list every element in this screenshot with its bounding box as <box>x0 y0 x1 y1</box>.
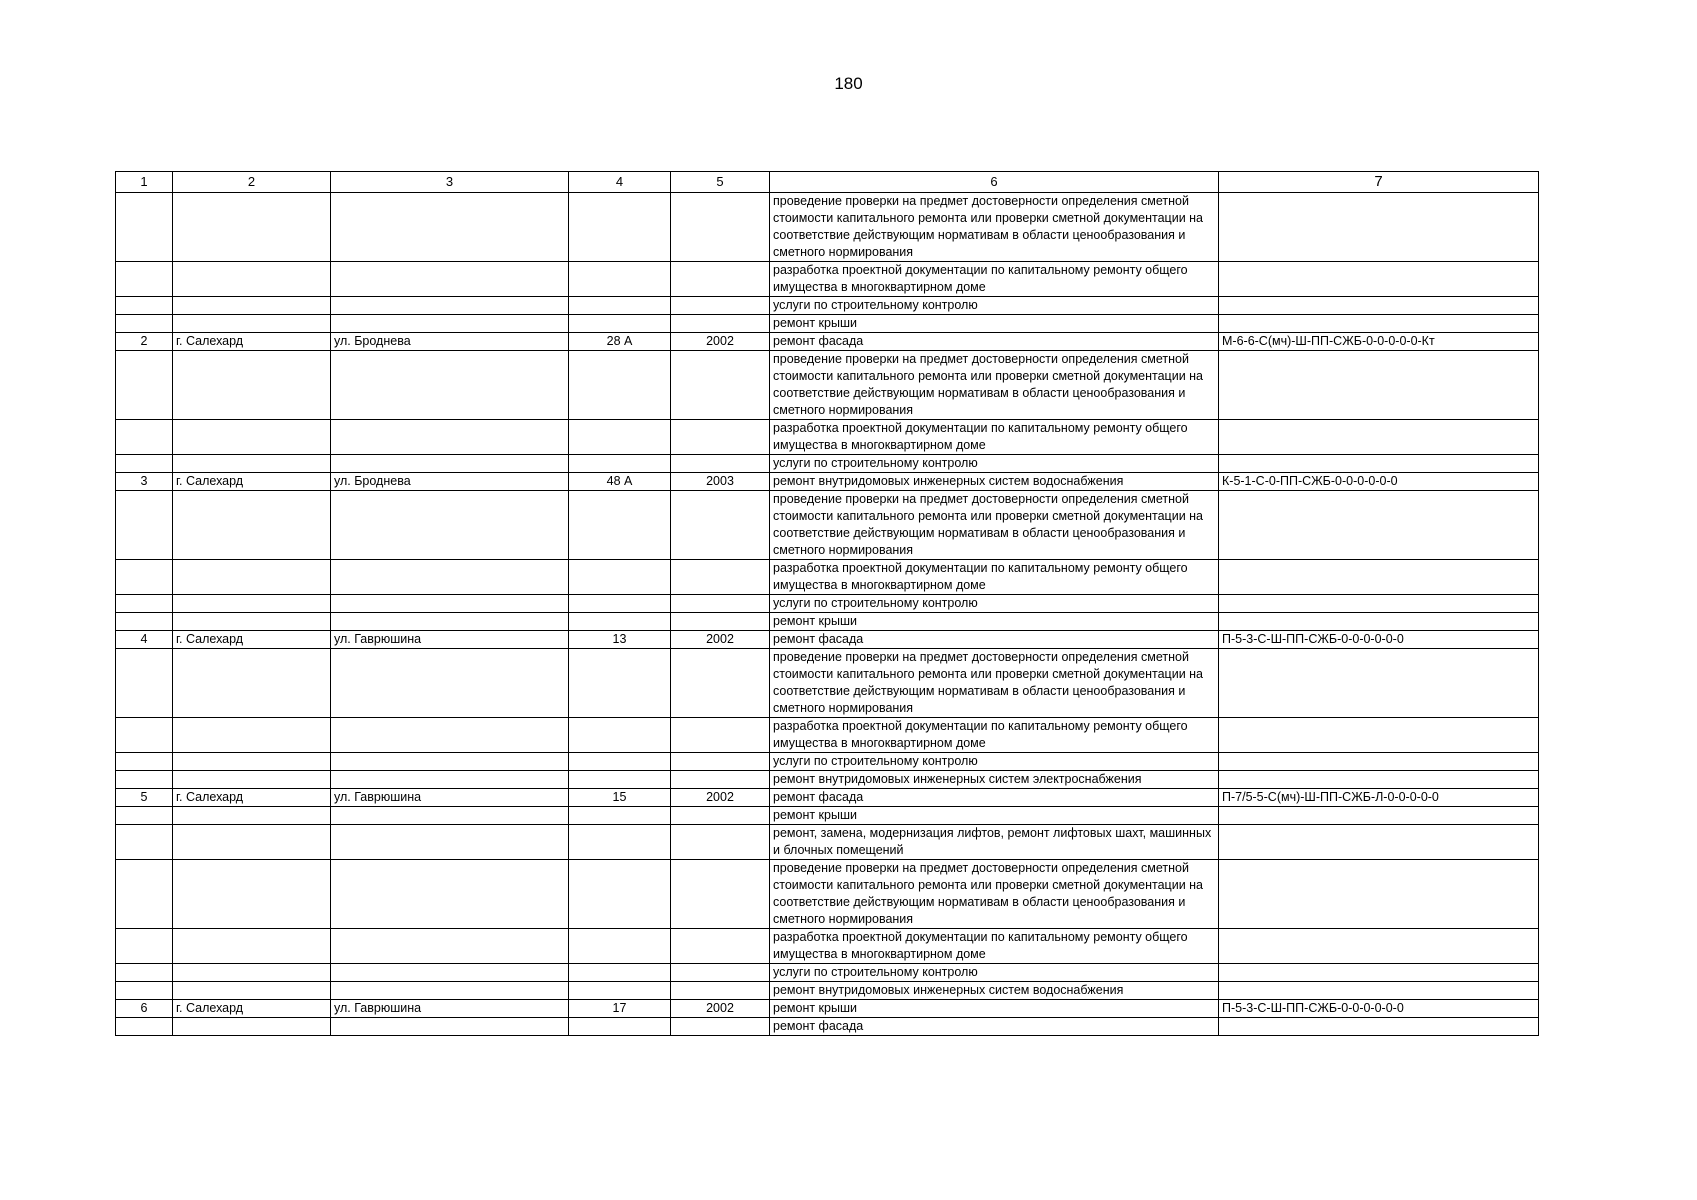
street-cell <box>331 753 569 771</box>
work-type-cell: ремонт фасада <box>770 631 1219 649</box>
column-header-4: 4 <box>569 172 671 193</box>
city-cell <box>173 982 331 1000</box>
year-cell: 2002 <box>671 789 770 807</box>
table-row <box>116 491 1539 560</box>
street-cell <box>331 595 569 613</box>
table-row <box>116 613 1539 631</box>
house-cell <box>569 825 671 860</box>
building-code-cell <box>1219 455 1539 473</box>
column-header-2: 2 <box>173 172 331 193</box>
table-row <box>116 929 1539 964</box>
city-cell <box>173 860 331 929</box>
capital-repair-table <box>115 171 1539 1036</box>
year-cell <box>671 753 770 771</box>
building-code-cell <box>1219 595 1539 613</box>
work-type-cell: проведение проверки на предмет достоверности определения сметной стоимости капитального ремонта или проверки сметной документации на соответствие действующим нормативам в области ценообразования и сметного нормирования <box>770 193 1219 262</box>
building-code-cell <box>1219 825 1539 860</box>
building-code-cell <box>1219 1018 1539 1036</box>
work-type-cell: разработка проектной документации по капитальному ремонту общего имущества в многоквартирном доме <box>770 262 1219 297</box>
row-number-cell <box>116 613 173 631</box>
street-cell <box>331 825 569 860</box>
house-cell <box>569 193 671 262</box>
row-number-cell: 3 <box>116 473 173 491</box>
table-row <box>116 193 1539 262</box>
year-cell <box>671 929 770 964</box>
city-cell <box>173 718 331 753</box>
street-cell <box>331 455 569 473</box>
street-cell <box>331 297 569 315</box>
row-number-cell <box>116 297 173 315</box>
row-number-cell <box>116 982 173 1000</box>
row-number-cell <box>116 649 173 718</box>
city-cell <box>173 771 331 789</box>
city-cell <box>173 560 331 595</box>
work-type-cell: услуги по строительному контролю <box>770 297 1219 315</box>
year-cell <box>671 718 770 753</box>
work-type-cell: ремонт внутридомовых инженерных систем электроснабжения <box>770 771 1219 789</box>
building-code-cell <box>1219 560 1539 595</box>
building-code-cell <box>1219 807 1539 825</box>
house-cell <box>569 1018 671 1036</box>
row-number-cell <box>116 771 173 789</box>
row-number-cell <box>116 753 173 771</box>
building-code-cell: К-5-1-С-0-ПП-СЖБ-0-0-0-0-0-0 <box>1219 473 1539 491</box>
table-row <box>116 807 1539 825</box>
column-header-1: 1 <box>116 172 173 193</box>
city-cell <box>173 420 331 455</box>
house-cell <box>569 455 671 473</box>
city-cell: г. Салехард <box>173 789 331 807</box>
street-cell <box>331 560 569 595</box>
city-cell <box>173 455 331 473</box>
house-cell <box>569 595 671 613</box>
city-cell <box>173 315 331 333</box>
work-type-cell: ремонт внутридомовых инженерных систем водоснабжения <box>770 473 1219 491</box>
street-cell <box>331 613 569 631</box>
building-code-cell <box>1219 964 1539 982</box>
street-cell <box>331 718 569 753</box>
year-cell <box>671 351 770 420</box>
work-type-cell: ремонт фасада <box>770 333 1219 351</box>
city-cell <box>173 929 331 964</box>
table-row <box>116 771 1539 789</box>
year-cell: 2002 <box>671 1000 770 1018</box>
row-number-cell <box>116 860 173 929</box>
year-cell: 2002 <box>671 333 770 351</box>
table-row <box>116 1018 1539 1036</box>
work-type-cell: ремонт фасада <box>770 789 1219 807</box>
year-cell <box>671 1018 770 1036</box>
city-cell <box>173 262 331 297</box>
year-cell <box>671 315 770 333</box>
year-cell <box>671 613 770 631</box>
city-cell <box>173 613 331 631</box>
year-cell <box>671 420 770 455</box>
street-cell <box>331 929 569 964</box>
row-number-cell <box>116 964 173 982</box>
street-cell <box>331 771 569 789</box>
street-cell: ул. Гаврюшина <box>331 631 569 649</box>
column-header-7: 7 <box>1219 172 1539 193</box>
work-type-cell: проведение проверки на предмет достоверности определения сметной стоимости капитального ремонта или проверки сметной документации на соответствие действующим нормативам в области ценообразования и сметного нормирования <box>770 860 1219 929</box>
house-cell: 15 <box>569 789 671 807</box>
row-number-cell: 5 <box>116 789 173 807</box>
column-header-6: 6 <box>770 172 1219 193</box>
row-number-cell: 4 <box>116 631 173 649</box>
city-cell <box>173 595 331 613</box>
row-number-cell <box>116 929 173 964</box>
row-number-cell <box>116 560 173 595</box>
city-cell <box>173 807 331 825</box>
table-row <box>116 262 1539 297</box>
year-cell <box>671 297 770 315</box>
work-type-cell: разработка проектной документации по капитальному ремонту общего имущества в многоквартирном доме <box>770 718 1219 753</box>
street-cell <box>331 964 569 982</box>
table-row <box>116 315 1539 333</box>
table-row <box>116 860 1539 929</box>
house-cell <box>569 649 671 718</box>
street-cell <box>331 193 569 262</box>
house-cell <box>569 718 671 753</box>
city-cell <box>173 351 331 420</box>
house-cell: 28 А <box>569 333 671 351</box>
year-cell <box>671 771 770 789</box>
table-row <box>116 789 1539 807</box>
street-cell: ул. Броднева <box>331 473 569 491</box>
row-number-cell <box>116 262 173 297</box>
year-cell <box>671 964 770 982</box>
house-cell <box>569 351 671 420</box>
city-cell <box>173 1018 331 1036</box>
house-cell: 17 <box>569 1000 671 1018</box>
year-cell: 2002 <box>671 631 770 649</box>
street-cell <box>331 1018 569 1036</box>
street-cell <box>331 420 569 455</box>
table-row <box>116 351 1539 420</box>
building-code-cell <box>1219 982 1539 1000</box>
house-cell <box>569 262 671 297</box>
building-code-cell <box>1219 297 1539 315</box>
table-row <box>116 964 1539 982</box>
work-type-cell: услуги по строительному контролю <box>770 455 1219 473</box>
street-cell: ул. Броднева <box>331 333 569 351</box>
year-cell <box>671 595 770 613</box>
work-type-cell: разработка проектной документации по капитальному ремонту общего имущества в многоквартирном доме <box>770 420 1219 455</box>
house-cell <box>569 982 671 1000</box>
building-code-cell <box>1219 193 1539 262</box>
table-row <box>116 333 1539 351</box>
building-code-cell: П-5-3-С-Ш-ПП-СЖБ-0-0-0-0-0-0 <box>1219 1000 1539 1018</box>
row-number-cell <box>116 193 173 262</box>
house-cell <box>569 860 671 929</box>
street-cell <box>331 860 569 929</box>
year-cell <box>671 860 770 929</box>
page-number: 180 <box>834 74 863 93</box>
house-cell <box>569 315 671 333</box>
work-type-cell: ремонт крыши <box>770 315 1219 333</box>
year-cell <box>671 455 770 473</box>
city-cell <box>173 491 331 560</box>
work-type-cell: разработка проектной документации по капитальному ремонту общего имущества в многоквартирном доме <box>770 560 1219 595</box>
building-code-cell <box>1219 420 1539 455</box>
row-number-cell <box>116 1018 173 1036</box>
table-row <box>116 753 1539 771</box>
building-code-cell: П-5-3-С-Ш-ПП-СЖБ-0-0-0-0-0-0 <box>1219 631 1539 649</box>
street-cell <box>331 315 569 333</box>
building-code-cell: М-6-6-С(мч)-Ш-ПП-СЖБ-0-0-0-0-0-Кт <box>1219 333 1539 351</box>
city-cell <box>173 297 331 315</box>
work-type-cell: разработка проектной документации по капитальному ремонту общего имущества в многоквартирном доме <box>770 929 1219 964</box>
table-row <box>116 595 1539 613</box>
city-cell: г. Салехард <box>173 333 331 351</box>
house-cell: 13 <box>569 631 671 649</box>
table-row <box>116 1000 1539 1018</box>
year-cell <box>671 982 770 1000</box>
building-code-cell <box>1219 262 1539 297</box>
work-type-cell: услуги по строительному контролю <box>770 753 1219 771</box>
work-type-cell: ремонт, замена, модернизация лифтов, ремонт лифтовых шахт, машинных и блочных помещений <box>770 825 1219 860</box>
table-row <box>116 473 1539 491</box>
house-cell <box>569 491 671 560</box>
building-code-cell: П-7/5-5-С(мч)-Ш-ПП-СЖБ-Л-0-0-0-0-0 <box>1219 789 1539 807</box>
building-code-cell <box>1219 649 1539 718</box>
table-row <box>116 560 1539 595</box>
row-number-cell <box>116 420 173 455</box>
house-cell <box>569 807 671 825</box>
row-number-cell <box>116 455 173 473</box>
row-number-cell <box>116 807 173 825</box>
building-code-cell <box>1219 315 1539 333</box>
city-cell <box>173 964 331 982</box>
city-cell: г. Салехард <box>173 1000 331 1018</box>
street-cell: ул. Гаврюшина <box>331 789 569 807</box>
column-header-5: 5 <box>671 172 770 193</box>
building-code-cell <box>1219 718 1539 753</box>
table-row <box>116 631 1539 649</box>
work-type-cell: ремонт крыши <box>770 1000 1219 1018</box>
work-type-cell: ремонт крыши <box>770 613 1219 631</box>
city-cell: г. Салехард <box>173 473 331 491</box>
building-code-cell <box>1219 753 1539 771</box>
table-row <box>116 297 1539 315</box>
city-cell <box>173 193 331 262</box>
column-header-3: 3 <box>331 172 569 193</box>
work-type-cell: ремонт фасада <box>770 1018 1219 1036</box>
row-number-cell <box>116 825 173 860</box>
row-number-cell: 6 <box>116 1000 173 1018</box>
street-cell: ул. Гаврюшина <box>331 1000 569 1018</box>
work-type-cell: ремонт внутридомовых инженерных систем водоснабжения <box>770 982 1219 1000</box>
building-code-cell <box>1219 491 1539 560</box>
row-number-cell <box>116 595 173 613</box>
street-cell <box>331 351 569 420</box>
house-cell <box>569 771 671 789</box>
house-cell <box>569 613 671 631</box>
building-code-cell <box>1219 613 1539 631</box>
table-row <box>116 649 1539 718</box>
row-number-cell <box>116 491 173 560</box>
city-cell <box>173 825 331 860</box>
work-type-cell: проведение проверки на предмет достоверности определения сметной стоимости капитального ремонта или проверки сметной документации на соответствие действующим нормативам в области ценообразования и сметного нормирования <box>770 351 1219 420</box>
street-cell <box>331 807 569 825</box>
table-row <box>116 718 1539 753</box>
year-cell <box>671 491 770 560</box>
year-cell <box>671 262 770 297</box>
house-cell <box>569 929 671 964</box>
row-number-cell <box>116 718 173 753</box>
street-cell <box>331 649 569 718</box>
house-cell: 48 А <box>569 473 671 491</box>
year-cell <box>671 825 770 860</box>
work-type-cell: проведение проверки на предмет достоверности определения сметной стоимости капитального ремонта или проверки сметной документации на соответствие действующим нормативам в области ценообразования и сметного нормирования <box>770 649 1219 718</box>
year-cell <box>671 193 770 262</box>
house-cell <box>569 753 671 771</box>
row-number-cell: 2 <box>116 333 173 351</box>
house-cell <box>569 560 671 595</box>
table-body <box>116 172 1539 1036</box>
table-row <box>116 455 1539 473</box>
house-cell <box>569 964 671 982</box>
building-code-cell <box>1219 860 1539 929</box>
table-row <box>116 825 1539 860</box>
table-row <box>116 982 1539 1000</box>
building-code-cell <box>1219 351 1539 420</box>
work-type-cell: проведение проверки на предмет достоверности определения сметной стоимости капитального ремонта или проверки сметной документации на соответствие действующим нормативам в области ценообразования и сметного нормирования <box>770 491 1219 560</box>
city-cell <box>173 753 331 771</box>
row-number-cell <box>116 351 173 420</box>
city-cell <box>173 649 331 718</box>
house-cell <box>569 297 671 315</box>
street-cell <box>331 491 569 560</box>
city-cell: г. Салехард <box>173 631 331 649</box>
work-type-cell: ремонт крыши <box>770 807 1219 825</box>
row-number-cell <box>116 315 173 333</box>
building-code-cell <box>1219 771 1539 789</box>
street-cell <box>331 262 569 297</box>
table-row <box>116 420 1539 455</box>
work-type-cell: услуги по строительному контролю <box>770 964 1219 982</box>
header-row <box>116 172 1539 193</box>
year-cell: 2003 <box>671 473 770 491</box>
year-cell <box>671 560 770 595</box>
street-cell <box>331 982 569 1000</box>
house-cell <box>569 420 671 455</box>
work-type-cell: услуги по строительному контролю <box>770 595 1219 613</box>
year-cell <box>671 807 770 825</box>
building-code-cell <box>1219 929 1539 964</box>
year-cell <box>671 649 770 718</box>
